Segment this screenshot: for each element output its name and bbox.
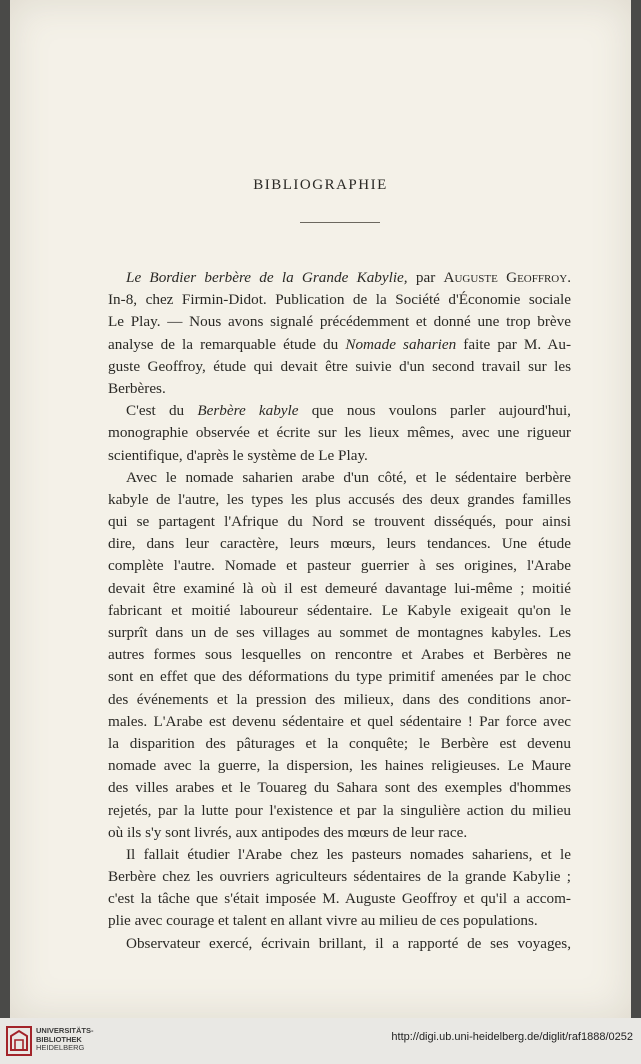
text-line: plie avec courage et talent en allant vivre au milieu de ces populations. (108, 912, 538, 930)
library-line-1: UNIVERSITÄTS- (36, 1026, 94, 1035)
text-line: nomade avec la guerre, la dispersion, les haines religieuses. Le Maure (108, 757, 571, 775)
text-line: qui se partagent l'Afrique du Nord se trouvent disséqués, pour ainsi (108, 513, 571, 531)
text-line: autres formes sous lesquelles on rencontre et Arabes et Berbères ne (108, 646, 571, 664)
body-text (108, 267, 571, 955)
text-line: des villes arabes et le Touareg du Sahara sont des exemples d'hommes (108, 779, 571, 797)
library-line-3: HEIDELBERG (36, 1043, 85, 1052)
text-line: surprît dans un de ses villages au sommet de montagnes kabyles. Les (108, 624, 571, 641)
paragraph-3 (108, 467, 571, 844)
library-line-2: BIBLIOTHEK (36, 1034, 82, 1044)
paragraph-2 (108, 400, 571, 467)
text-line: Le Bordier berbère de la Grande Kabylie, par Auguste Geoffroy. (126, 269, 571, 286)
text-line: In-8, chez Firmin-Didot. Publication de la Société d'Économie sociale (108, 291, 571, 309)
text-line: complète l'autre. Nomade et pasteur guerrier à ses origines, l'Arabe (108, 557, 571, 575)
text-line: où ils s'y sont livrés, aux antipodes des mœurs de leur race. (108, 823, 468, 841)
paragraph-5 (108, 933, 571, 955)
text-line: Observateur exercé, écrivain brillant, il a rapporté de ses voyages, (126, 934, 571, 952)
text-line: C'est du Berbère kabyle que nous voulons parler aujourd'hui, (126, 402, 571, 420)
text-line: la disparition des pâturages et la conquête; le Berbère est devenu (108, 734, 571, 752)
text-line: fabricant et moitié laboureur sédentaire. Le Kabyle exigeait qu'on le (108, 601, 571, 619)
library-name (36, 1027, 94, 1053)
text-line: Le Play. — Nous avons signalé précédemment et donné une trop brève (108, 313, 571, 331)
text-line: rejetés, par la lutte pour l'existence et par la singulière action du milieu (108, 801, 571, 819)
text-line: Berbère chez les ouvriers agriculteurs sédentaires de la grande Kabylie ; (108, 868, 571, 886)
text-line: analyse de la remarquable étude du Nomade saharien faite par M. Au- (108, 335, 571, 353)
paragraph-1 (108, 267, 571, 400)
text-line: males. L'Arabe est devenu sédentaire et quel sédentaire ! Par force avec (108, 712, 571, 730)
text-line: Il fallait étudier l'Arabe chez les pasteurs nomades sahariens, et le (126, 845, 571, 863)
text-line: monographie observée et écrite sur les lieux mêmes, avec une rigueur (108, 424, 571, 442)
text-line: kabyle de l'autre, les types les plus accusés des deux grandes familles (108, 490, 571, 508)
text-line: Berbères. (108, 379, 166, 397)
text-line: des événements et la pression des milieux, dans des conditions anor- (108, 690, 571, 708)
text-line: scientifique, d'après le système de Le Play. (108, 446, 368, 464)
text-line: devait être examiné là où il est demeuré davantage lui-même ; moitié (108, 579, 571, 597)
paragraph-4 (108, 844, 571, 933)
heading-rule (300, 222, 380, 223)
footer-bar (0, 1018, 641, 1064)
page-heading: BIBLIOGRAPHIE (253, 177, 388, 193)
library-seal-icon (6, 1026, 32, 1056)
text-line: dire, dans leur caractère, leurs mœurs, leurs tendances. Une étude (108, 535, 571, 553)
source-url-link[interactable]: http://digi.ub.uni-heidelberg.de/diglit/raf1888/0252 (391, 1031, 633, 1043)
text-line: guste Geoffroy, étude qui devait être suivie d'un second travail sur les (108, 357, 571, 375)
text-line: Avec le nomade saharien arabe d'un côté, et le sédentaire berbère (126, 468, 571, 486)
text-line: c'est la tâche que s'était imposée M. Auguste Geoffroy et qu'il a accom- (108, 890, 571, 908)
text-line: sont en effet que des déformations du type primitif amenées par le choc (108, 668, 571, 686)
